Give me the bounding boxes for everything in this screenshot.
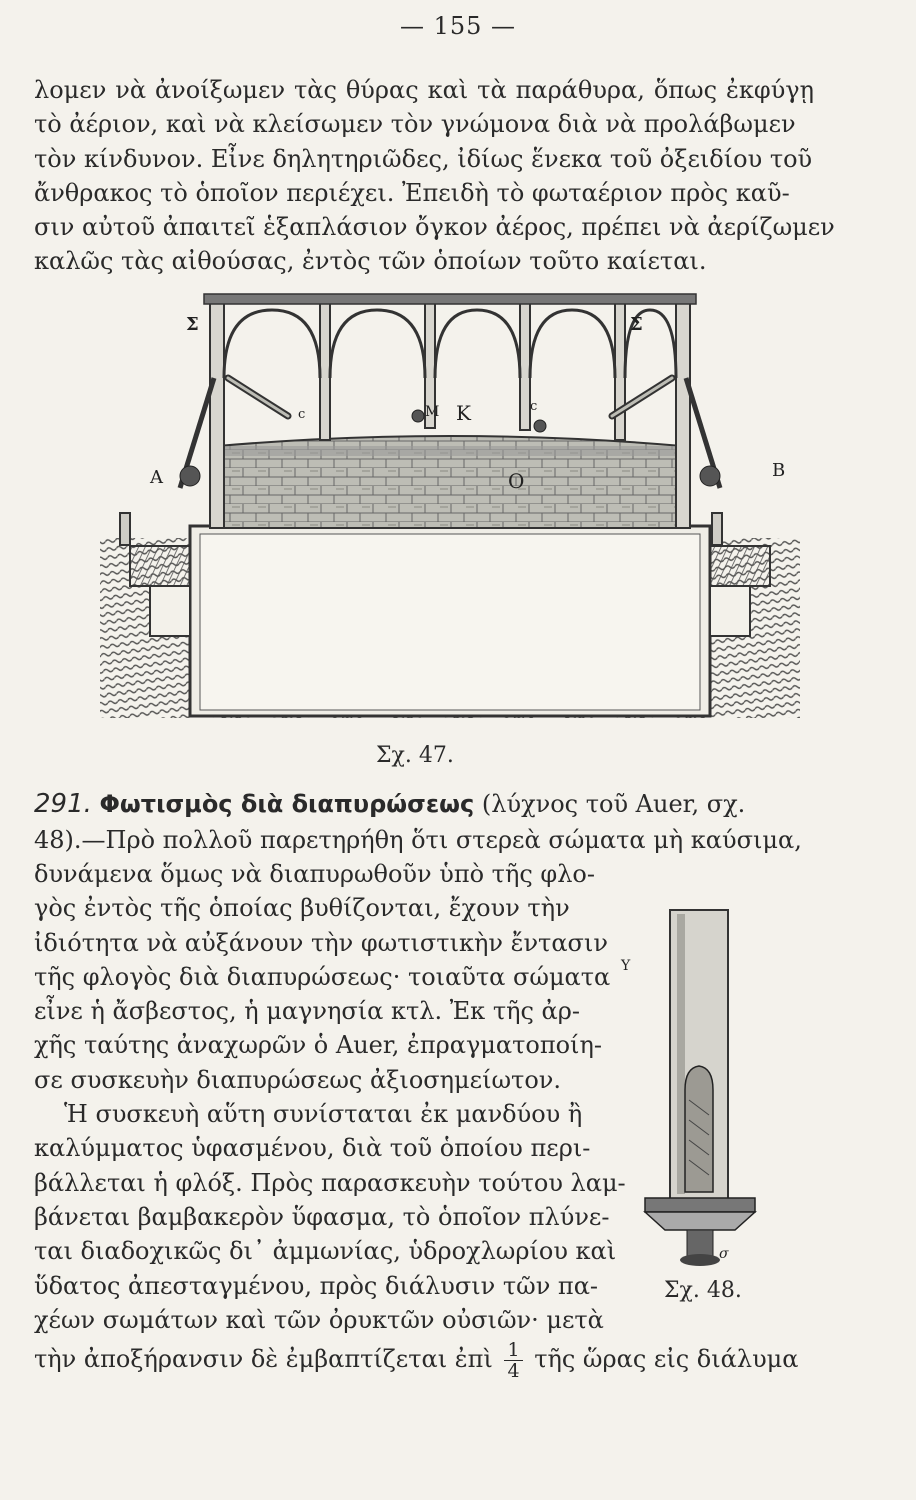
section-continuation [34, 823, 814, 857]
label-sigma-right: Σ [630, 314, 643, 335]
text-line: γὸς ἐντὸς τῆς ὁποίας βυθίζονται, ἔχουν τὴν [34, 894, 570, 923]
text-line: τὸν κίνδυνον. Εἶνε δηλητηριῶδες, ἰδίως ἕνεκα τοῦ ὀξειδίου τοῦ [34, 144, 813, 173]
text-line: βάνεται βαμβακερὸν ὕφασμα, τὸ ὁποῖον πλύνε- [34, 1202, 610, 1231]
label-sigma-left: Σ [186, 314, 199, 335]
last-line [34, 1340, 814, 1381]
label-m: Μ [425, 404, 440, 420]
text-line: τῆς φλογὸς διὰ διαπυρώσεως· τοιαῦτα σώματα [34, 962, 611, 991]
label-o: Ο [508, 469, 525, 493]
label-sigma: σ [719, 1246, 729, 1262]
last-line-text-after: τῆς ὥρας εἰς διάλυμα [534, 1345, 799, 1373]
last-line-text-before: τὴν ἀποξήρανσιν δὲ ἐμβαπτίζεται ἐπὶ [34, 1345, 493, 1373]
figure-48-caption: Σχ. 48. [664, 1278, 742, 1303]
section-body [34, 857, 626, 1337]
text-line: χέων σωμάτων καὶ τῶν ὀρυκτῶν οὐσιῶν· μετὰ [34, 1305, 604, 1334]
label-y: Y [621, 958, 631, 974]
text-line: καλῶς τὰς αἰθούσας, ἐντὸς τῶν ὁποίων τοῦτο καίεται. [34, 247, 707, 276]
fraction [504, 1340, 522, 1381]
fraction-numerator: 1 [504, 1340, 522, 1361]
section-subtitle: (λύχνος τοῦ Auer, σχ. [481, 790, 746, 818]
text-line: Ἡ συσκευὴ αὕτη συνίσταται ἐκ μανδύου ἢ [64, 1100, 583, 1129]
text-line: ὕδατος ἀπεσταγμένου, πρὸς διάλυσιν τῶν πα- [34, 1271, 599, 1300]
text-line: 48).—Πρὸ πολλοῦ παρετηρήθη ὅτι στερεὰ σώματα μὴ καύσιμα, [34, 826, 802, 854]
text-line: καλύμματος ὑφασμένου, διὰ τοῦ ὁποίου περι- [34, 1134, 591, 1163]
figure-47-caption: Σχ. 47. [376, 743, 454, 768]
label-c-right: c [530, 399, 538, 414]
page-number: — 155 — [399, 12, 517, 40]
text-line: εἶνε ἡ ἄσβεστος, ἡ μαγνησία κτλ. Ἐκ τῆς ἀρ- [34, 997, 580, 1026]
section-title: Φωτισμὸς διὰ διαπυρώσεως [99, 790, 475, 818]
text-line: βάλλεται ἡ φλόξ. Πρὸς παρασκευὴν τούτου λαμ- [34, 1168, 626, 1197]
text-line: ται διαδοχικῶς δι᾽ ἀμμωνίας, ὑδροχλωρίου καὶ [34, 1237, 617, 1266]
text-line: δυνάμενα ὅμως νὰ διαπυρωθοῦν ὑπὸ τῆς φλο- [34, 860, 595, 888]
text-line: ἄνθρακος τὸ ὁποῖον περιέχει. Ἐπειδὴ τὸ φωταέριον πρὸς καῦ- [34, 178, 790, 207]
auer-lamp-illustration [615, 900, 785, 1280]
section-heading [34, 785, 814, 823]
section-number: 291. [34, 789, 92, 819]
label-k: Κ [456, 401, 471, 425]
fraction-denominator: 4 [507, 1360, 520, 1382]
label-b: Β [772, 460, 786, 481]
text-line: λομεν νὰ ἀνοίξωμεν τὰς θύρας καὶ τὰ παράθυρα, ὅπως ἐκφύγῃ [34, 76, 814, 104]
gasholder-illustration [100, 288, 800, 728]
label-c-left: c [298, 407, 306, 422]
text-line: χῆς ταύτης ἀναχωρῶν ὁ Auer, ἐπραγματοποίη- [34, 1031, 602, 1060]
text-line: σιν αὐτοῦ ἀπαιτεῖ ἑξαπλάσιον ὄγκον ἀέρος, πρέπει νὰ ἀερίζωμεν [34, 213, 835, 242]
text-line: ἰδιότητα νὰ αὐξάνουν τὴν φωτιστικὴν ἔντασιν [34, 928, 608, 957]
text-line: τὸ ἀέριον, καὶ νὰ κλείσωμεν τὸν γνώμονα διὰ νὰ προλάβωμεν [34, 110, 796, 139]
intro-paragraph [34, 73, 835, 279]
text-line: σε συσκευὴν διαπυρώσεως ἀξιοσημείωτον. [34, 1065, 561, 1094]
label-a: Α [150, 467, 163, 488]
